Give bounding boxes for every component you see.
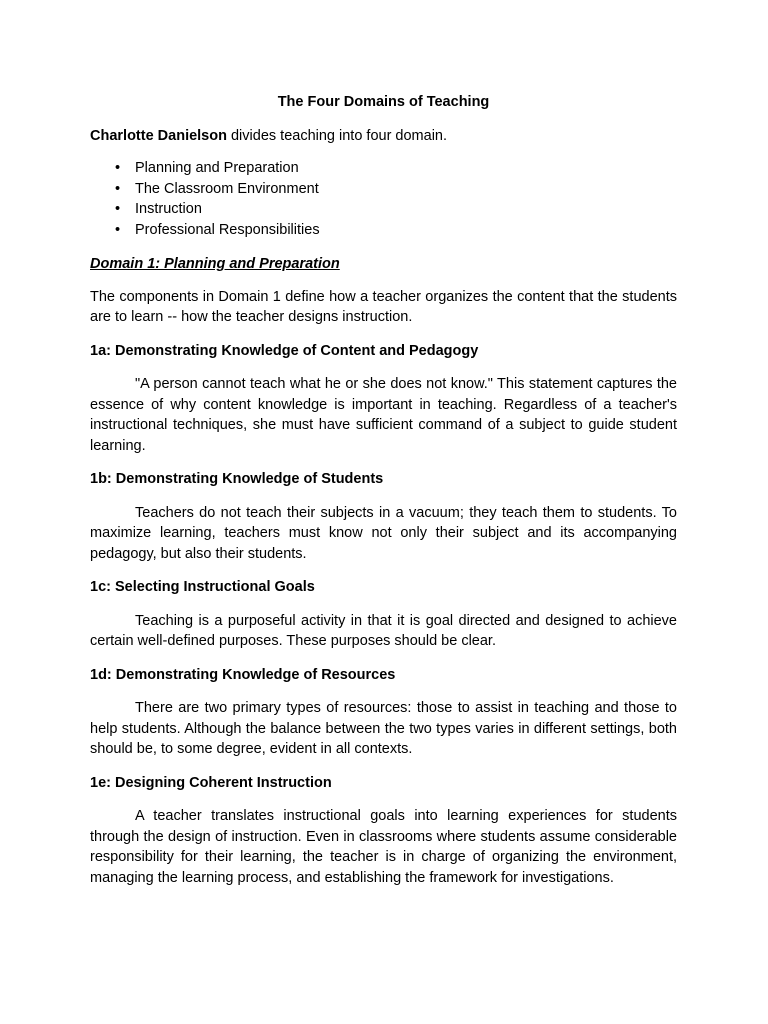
section-1b-body: Teachers do not teach their subjects in a vacuum; they teach them to students. To maximize learning, teachers must know not only their subject and its accompanying pedagogy, but also their students. xyxy=(90,504,677,562)
document-page xyxy=(90,92,677,901)
bullet-icon: • xyxy=(115,180,121,197)
bullet-icon: • xyxy=(115,221,121,238)
intro-paragraph xyxy=(90,126,677,147)
section-1b-heading: 1b: Demonstrating Knowledge of Students xyxy=(90,471,384,487)
list-item xyxy=(90,199,677,220)
section-1c-body: Teaching is a purposeful activity in that it is goal directed and designed to achieve certain well-defined purposes. These purposes should be clear. xyxy=(90,612,677,649)
section-1d-heading: 1d: Demonstrating Knowledge of Resources xyxy=(90,666,396,683)
section-1a-heading: 1a: Demonstrating Knowledge of Content and Pedagogy xyxy=(90,342,479,359)
section-1a-body: "A person cannot teach what he or she does not know." This statement captures the essence of why content knowledge is important in teaching. Regardless of a teacher's instructional techniques, she must have sufficient command of a subject to guide student learning. xyxy=(90,376,677,454)
intro-text: divides teaching into four domain. xyxy=(226,127,448,144)
list-item xyxy=(90,158,677,179)
document-title: The Four Domains of Teaching xyxy=(277,94,490,110)
domains-bullet-list xyxy=(90,158,677,240)
section-1e-heading: 1e: Designing Coherent Instruction xyxy=(90,774,332,791)
list-item-label: Planning and Preparation xyxy=(135,160,299,176)
section-1e-body: A teacher translates instructional goals into learning experiences for students through the design of instruction. Even in classrooms where students assume considerable responsibility for their learning, the teacher is in charge of organizing the environment, managing the learning process, and establishing the framework for investigations. xyxy=(90,808,677,886)
bullet-icon: • xyxy=(115,160,121,176)
section-1c-heading: 1c: Selecting Instructional Goals xyxy=(90,579,315,595)
domain-1-heading: Domain 1: Planning and Preparation xyxy=(90,256,340,272)
list-item-label: The Classroom Environment xyxy=(135,180,319,197)
list-item-label: Professional Responsibilities xyxy=(135,221,320,238)
list-item-label: Instruction xyxy=(135,201,202,217)
bullet-icon: • xyxy=(115,201,121,217)
intro-author-name: Charlotte Danielson xyxy=(90,127,227,144)
list-item xyxy=(90,220,677,241)
domain-1-description: The components in Domain 1 define how a teacher organizes the content that the students are to learn -- how the teacher designs instruction. xyxy=(90,288,677,325)
list-item xyxy=(90,179,677,200)
section-1d-body: There are two primary types of resources: those to assist in teaching and those to help students. Although the balance between the two types varies in different settings, both should be, to some degree, evident in all contexts. xyxy=(90,700,677,757)
